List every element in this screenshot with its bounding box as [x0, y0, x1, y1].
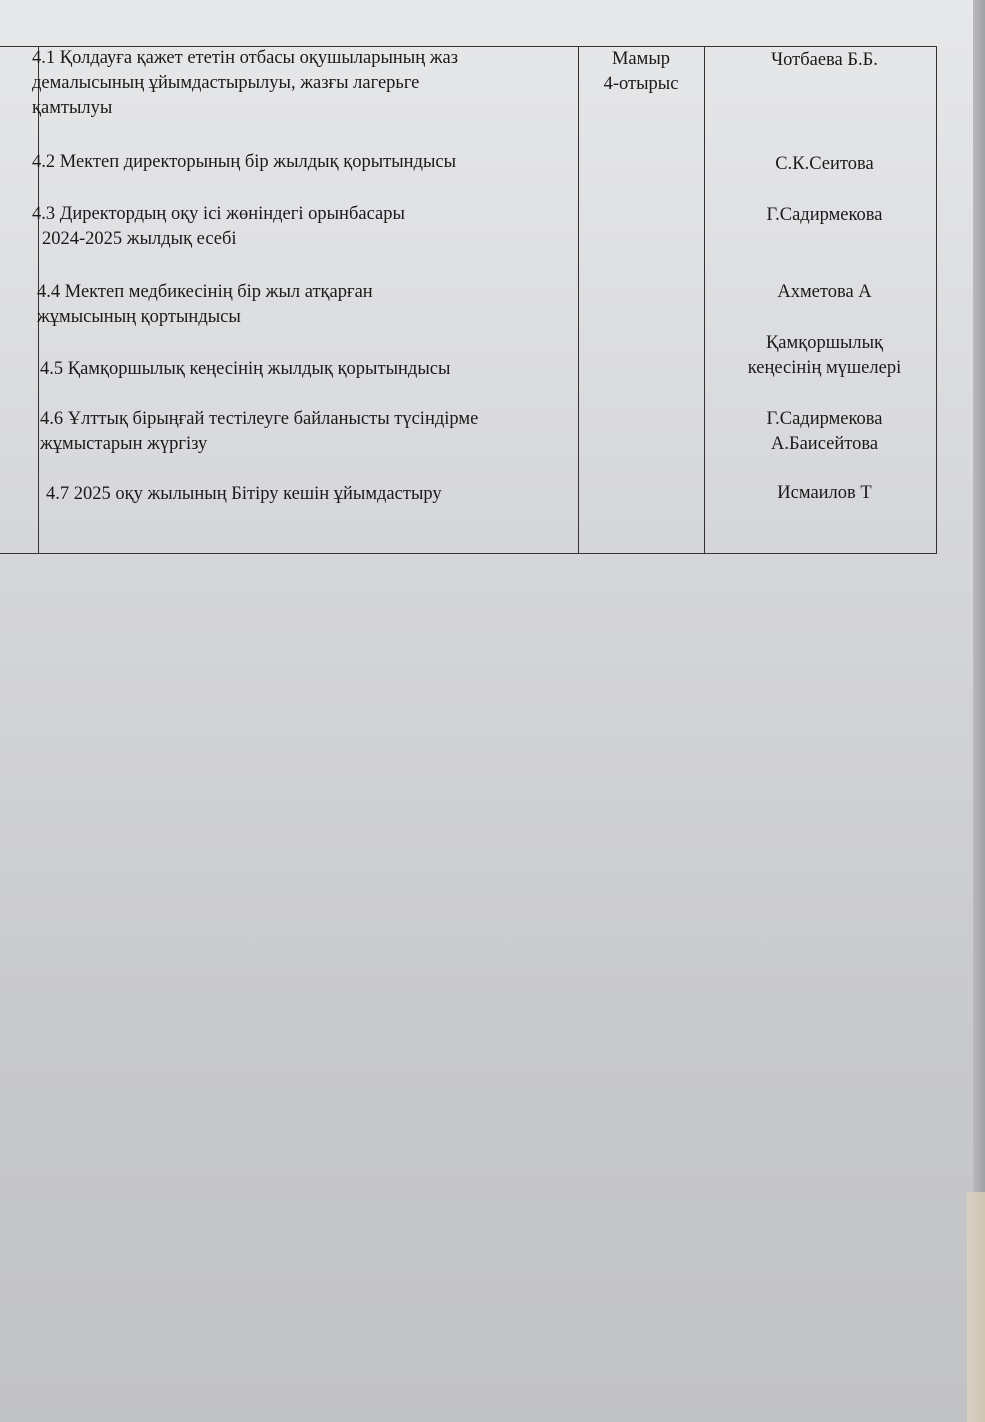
responsible-cell-4-7: [712, 481, 937, 506]
item-text-line: 2024-2025 жылдық есебі: [42, 229, 237, 249]
table-row-item-4-6: [40, 407, 585, 457]
responsible-cell-4-2: [712, 152, 937, 177]
responsible-cell-4-5: [712, 331, 937, 381]
responsible-name: С.К.Сеитова: [775, 154, 874, 174]
item-text-line: 4.1 Қолдауға қажет ететін отбасы оқушыларының жаз: [32, 48, 459, 68]
responsible-name: Чотбаева Б.Б.: [771, 50, 878, 70]
item-text-line: қамтылуы: [32, 98, 113, 118]
item-text-line: 4.3 Директордың оқу ісі жөніндегі орынбасары: [32, 204, 405, 224]
responsible-cell-4-6: [712, 407, 937, 457]
responsible-cell-4-3: [712, 203, 937, 228]
table-row-item-4-4: [37, 280, 582, 330]
responsible-cell-4-1: [712, 48, 937, 73]
responsible-cell-4-4: [712, 280, 937, 305]
plan-table: [0, 46, 937, 554]
item-text-line: 4.2 Мектеп директорының бір жылдық қорытындысы: [32, 152, 457, 172]
table-row-item-4-5: [40, 357, 585, 382]
item-text-line: 4.6 Ұлттық бірыңғай тестілеуге байланысты түсіндірме: [40, 409, 479, 429]
responsible-name: Ахметова А: [777, 282, 872, 302]
responsible-name: А.Баисейтова: [770, 434, 879, 454]
responsible-name: Исмаилов Т: [777, 483, 872, 503]
item-text-line: жұмысының қортындысы: [37, 307, 241, 327]
paper-corner: [967, 1192, 985, 1422]
responsible-name: Г.Садирмекова: [766, 205, 883, 225]
item-text-line: демалысының ұйымдастырылуы, жазғы лагерьге: [32, 73, 420, 93]
responsible-name: Г.Садирмекова: [766, 409, 883, 429]
table-row-item-4-1: [32, 46, 577, 121]
table-row-item-4-2: [32, 150, 577, 175]
term-month: Мамыр: [611, 49, 671, 69]
responsible-name: кеңесінің мүшелері: [747, 358, 902, 378]
table-row-item-4-3: [32, 202, 577, 252]
table-column-divider-responsible: [704, 47, 705, 553]
responsible-name: Қамқоршылық: [765, 333, 884, 353]
term-cell: [580, 47, 702, 97]
item-text-line: 4.4 Мектеп медбикесінің бір жыл атқарған: [37, 282, 373, 302]
term-meeting: 4-отырыс: [603, 74, 679, 94]
item-text-line: 4.7 2025 оқу жылының Бітіру кешін ұйымдастыру: [46, 484, 442, 504]
item-text-line: 4.5 Қамқоршылық кеңесінің жылдық қорытындысы: [40, 359, 451, 379]
item-text-line: жұмыстарын жүргізу: [40, 434, 208, 454]
table-row-item-4-7: [46, 482, 591, 507]
